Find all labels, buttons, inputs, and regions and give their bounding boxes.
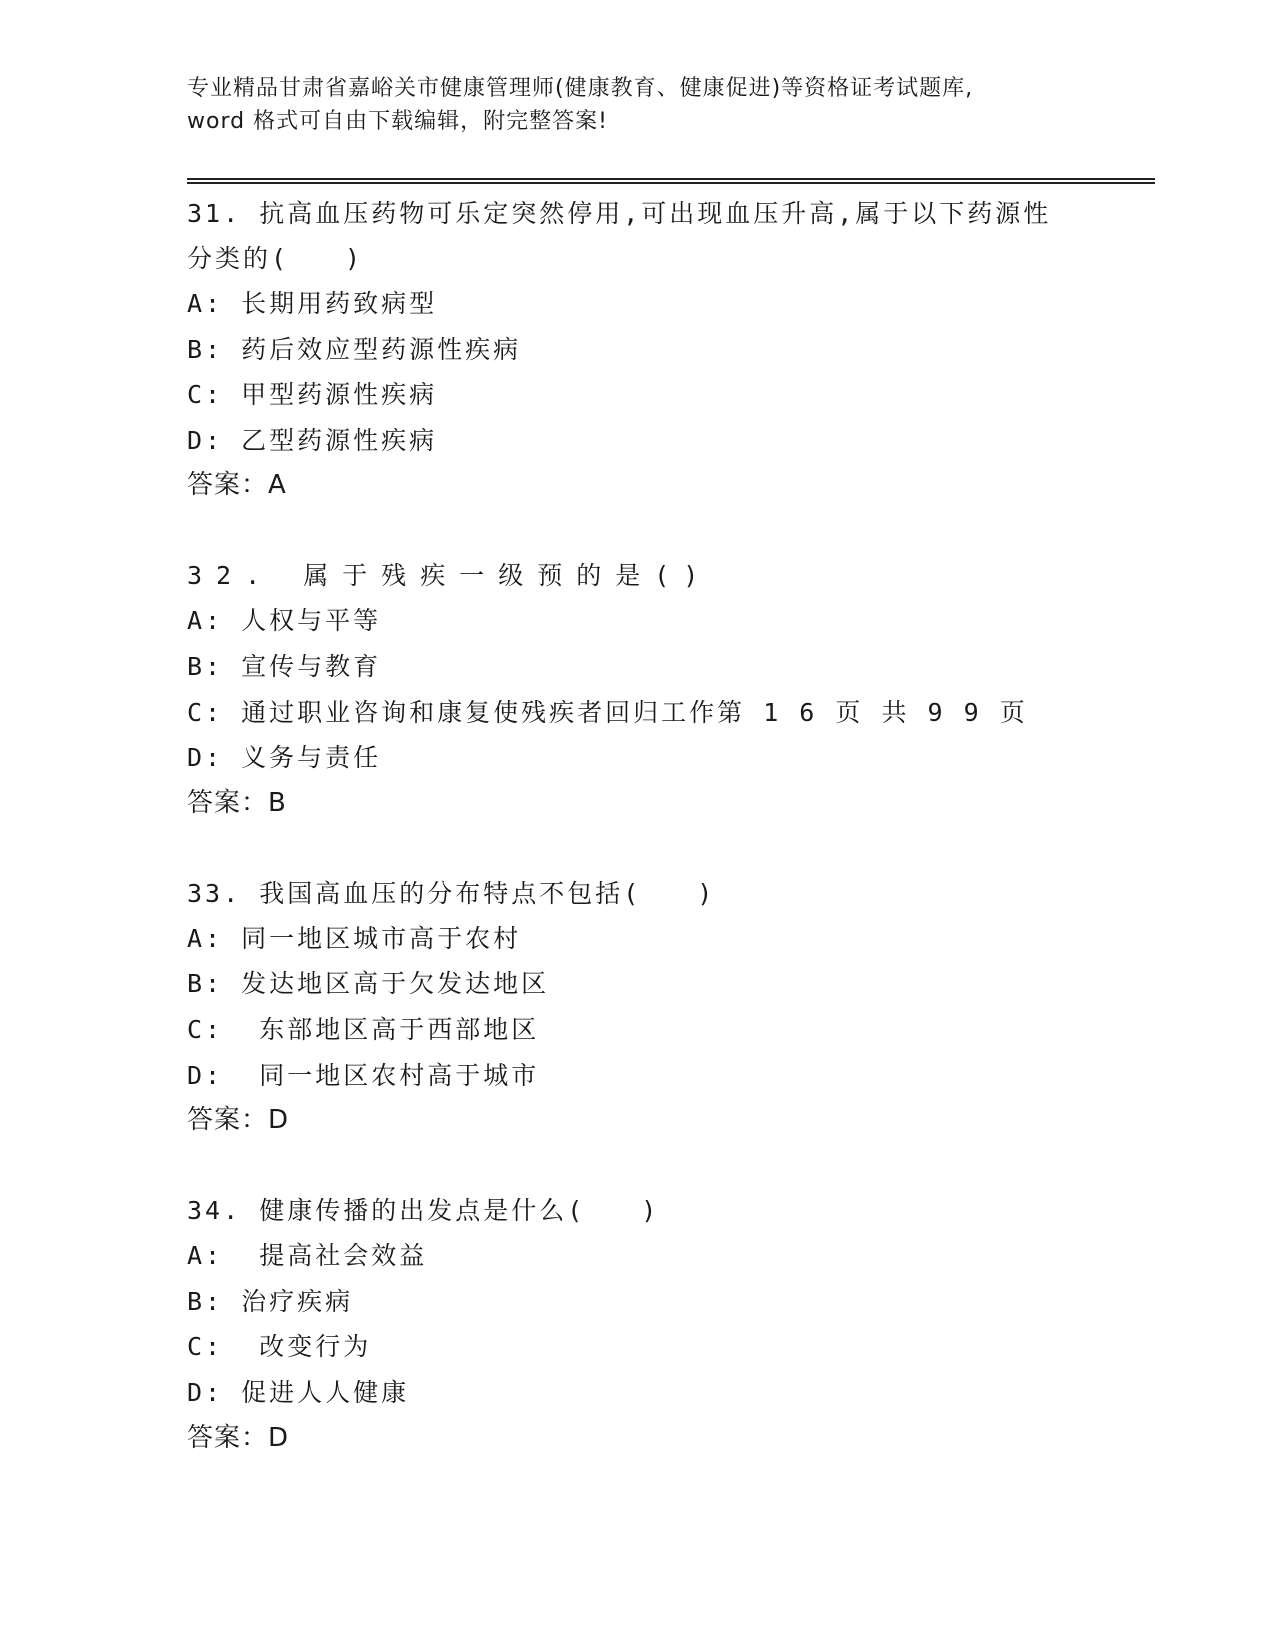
option-b: B: 宣传与教育 [187,651,382,681]
question-title: 33. 我国高血压的分布特点不包括( ) [187,878,716,908]
option-d: D: 促进人人健康 [187,1377,410,1407]
question-list [187,191,1147,1461]
question-title: 34. 健康传播的出发点是什么( ) [187,1196,660,1226]
answer: 答案：A [187,470,287,501]
option-a: A: 同一地区城市高于农村 [187,923,522,953]
header-line-2: word 格式可自由下载编辑，附完整答案! [187,109,608,134]
option-c: C: 改变行为 [187,1332,372,1362]
option-a: A: 提高社会效益 [187,1241,428,1271]
question-34 [187,1188,1147,1460]
header-line-1: 专业精品甘肃省嘉峪关市健康管理师(健康教育、健康促进)等资格证考试题库, [187,76,974,101]
option-c: C: 通过职业咨询和康复使残疾者回归工作第 1 6 页 共 9 9 页 [187,697,1028,727]
option-b: B: 药后效应型药源性疾病 [187,334,522,364]
option-c: C: 东部地区高于西部地区 [187,1014,540,1044]
option-b: B: 治疗疾病 [187,1286,354,1316]
question-32 [187,553,1147,825]
question-33 [187,871,1147,1143]
answer: 答案：B [187,787,287,818]
option-a: A: 人权与平等 [187,606,382,636]
option-b: B: 发达地区高于欠发达地区 [187,969,550,999]
question-title-cont: 分类的( ) [187,244,364,273]
document-header [187,72,1087,138]
question-31 [187,191,1147,508]
answer: 答案：D [187,1105,290,1136]
option-d: D: 同一地区农村高于城市 [187,1060,540,1090]
option-c: C: 甲型药源性疾病 [187,380,438,410]
header-double-rule [187,178,1155,184]
option-a: A: 长期用药致病型 [187,289,438,318]
option-d: D: 乙型药源性疾病 [187,425,438,455]
question-title: 32. 属于残疾一级预的是() [187,561,713,591]
question-title: 31. 抗高血压药物可乐定突然停用,可出现血压升高,属于以下药源性 [187,199,1052,228]
answer: 答案：D [187,1422,290,1453]
option-d: D: 义务与责任 [187,743,382,773]
